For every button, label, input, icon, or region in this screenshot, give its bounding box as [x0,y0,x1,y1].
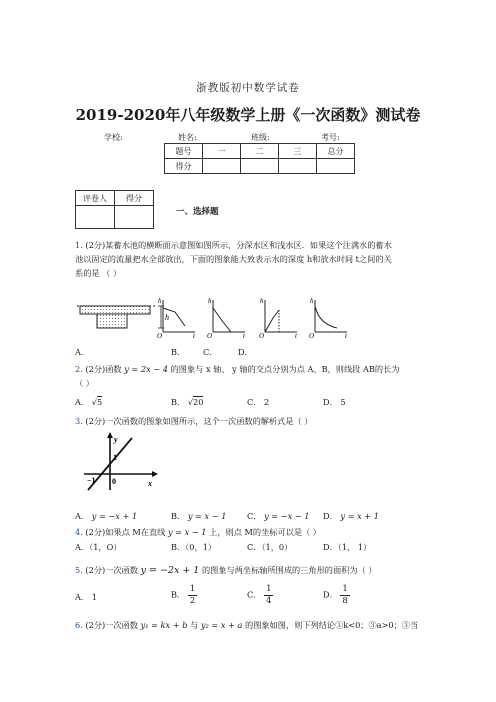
radicand: 5 [96,397,103,407]
question-1-line-3: 系的是 （ ） [75,268,122,278]
origin: O [309,332,315,338]
numerator: 1 [189,584,196,594]
score-cell: 得分 [165,159,203,174]
score-cell: 三 [279,144,317,159]
numerator: 1 [266,584,272,594]
q3-option-b[interactable] [171,511,226,522]
question-text: 的图象与 x 轴、 y 轴的交点分别为点 A、B，则线段 AB的长为 [170,364,400,374]
axis-h: h [310,297,314,305]
option-letter: D． [323,511,338,521]
grader-table [75,190,154,229]
q5-option-b[interactable] [171,584,197,607]
axis-x: x [148,479,152,488]
option-expression: y = −x + 1 [91,511,138,521]
q5-option-c[interactable] [247,584,273,607]
denominator: 4 [266,596,272,606]
question-3 [75,414,313,428]
question-text: (2分)一次函数 [85,620,138,630]
q1-option-b[interactable]: B. [171,347,180,357]
q1-option-a[interactable]: A. [75,347,84,357]
radicand: 20 [193,397,204,407]
name-field-label: 姓名: [178,133,197,142]
sqrt-icon: √ [187,397,194,407]
option-expression: y = x − 1 [187,511,227,521]
q4-option-d[interactable]: D．（1， 1） [323,542,372,552]
question-text: 上，则点 M的坐标可以是（ ） [209,527,321,537]
question-5 [75,563,377,578]
option-letter: B． [171,397,186,407]
question-4 [75,525,321,539]
question-text: (2分)一次函数 [85,565,138,575]
question-number: 1. [75,240,83,250]
q2-option-b[interactable] [171,397,203,408]
function-expression: y = 2x − 4 [124,364,168,374]
q4-option-b[interactable]: B．（0，1） [171,542,217,552]
numerator: 1 [342,584,348,594]
score-cell [317,159,355,174]
option-expression: y = −x − 1 [264,511,310,521]
function-expression: y = x − 1 [167,527,207,537]
question-number: 5. [75,565,83,575]
q1-option-c[interactable]: C. [203,347,212,357]
question-text: 的图象与两坐标轴所围成的三角形的面积为（ ） [201,565,377,575]
graph-c [259,297,298,338]
question-number: 6. [75,620,83,630]
function-expression: y = −2x + 1 [140,565,200,576]
axis-t: t [193,332,195,338]
origin: O [157,332,163,338]
question-1 [75,238,392,252]
origin: O [259,332,265,338]
grader-cell [76,206,115,229]
origin: O [207,332,213,338]
score-cell: 题号 [165,144,203,159]
axis-h: h [260,297,264,305]
q5-option-d[interactable] [323,584,350,607]
function-expression: y₂ = x + a [200,620,243,630]
y-intercept-label: 1 [113,453,117,462]
q4-option-a[interactable]: A．（1，O） [75,542,122,552]
answer-graphs [155,294,355,338]
denominator: 2 [189,596,196,606]
score-cell [241,159,279,174]
grader-cell: 得分 [115,191,154,206]
fraction [264,584,273,607]
origin: 0 [112,477,116,486]
option-expression: y = x + 1 [340,511,379,521]
option-letter: A． [75,511,90,521]
grader-cell [115,206,154,229]
school-field-label: 学校: [104,133,123,142]
graph-b [207,297,246,338]
fraction [340,584,349,607]
option-letter: D． [323,589,338,600]
axis-h: h [158,297,162,305]
question-number: 3. [75,416,83,426]
option-letter: B． [171,511,186,521]
q5-option-a[interactable]: A． 1 [75,592,97,602]
graph-a [157,297,196,338]
q3-option-a[interactable] [75,511,137,522]
depth-label: h [165,313,169,322]
score-cell: 二 [241,144,279,159]
question-number: 4. [75,527,83,537]
question-number: 2. [75,364,83,374]
score-cell: 总分 [317,144,355,159]
score-cell [203,159,241,174]
denominator: 8 [342,596,348,606]
x-intercept-label: −1 [87,476,96,485]
question-1-line-2: 池以固定的流量把水全部放出，下面的图象能大致表示水的深度 h和放水时间 t之间的关 [75,254,392,264]
axis-y: y [114,435,118,444]
class-field-label: 班级: [251,133,270,142]
question-text: 与 [190,620,199,630]
score-cell [279,159,317,174]
question-6 [75,618,418,632]
axis-h: h [208,297,212,305]
score-cell: 一 [203,144,241,159]
number-field-label: 考号: [321,133,340,142]
question-text: (2分)如果点 M在直线 [85,527,166,537]
section-heading: 一、选择题 [176,207,219,217]
question-text: (2分)某蓄水池的横断面示意图如图所示，分深水区和浅水区．如果这个注满水的蓄水 [85,240,392,250]
score-table [164,143,355,174]
function-expression: y₁ = kx + b [140,620,188,630]
axis-t: t [295,332,297,338]
axis-t: t [243,332,245,338]
question-text: (2分)函数 [85,364,122,374]
q2-option-d[interactable]: D． 5 [323,397,346,407]
q1-option-d[interactable]: D. [238,347,247,357]
question-2-line-2: （ ） [75,378,94,388]
sqrt-icon: √ [91,397,97,407]
exam-title: 2019-2020年八年级数学上册《一次函数》测试卷 [75,106,421,124]
question-text: 的图象如图，则下列结论①k<0；③a>0；③当 [245,620,419,630]
score-table-header-row [165,144,355,159]
score-table-score-row [165,159,355,174]
q3-option-d[interactable] [323,511,379,522]
linear-graph-figure [78,432,158,492]
question-text: (2分)一次函数的图象如图所示，这个一次函数的解析式是（ ） [85,416,313,426]
question-2 [75,362,399,376]
axis-t: t [345,332,347,338]
option-letter: C． [247,511,262,521]
option-letter: B． [171,589,186,600]
exam-subtitle: 浙教版初中数学试卷 [196,82,300,94]
q3-option-c[interactable] [247,511,310,522]
graph-d [309,297,348,338]
option-letter: A． [75,397,90,407]
q2-option-c[interactable]: C． 2 [247,397,270,407]
q4-option-c[interactable]: C．（1，0） [247,542,293,552]
option-letter: C． [247,589,262,600]
q2-option-a[interactable] [75,397,102,408]
grader-cell: 评卷人 [76,191,115,206]
fraction [188,584,197,607]
